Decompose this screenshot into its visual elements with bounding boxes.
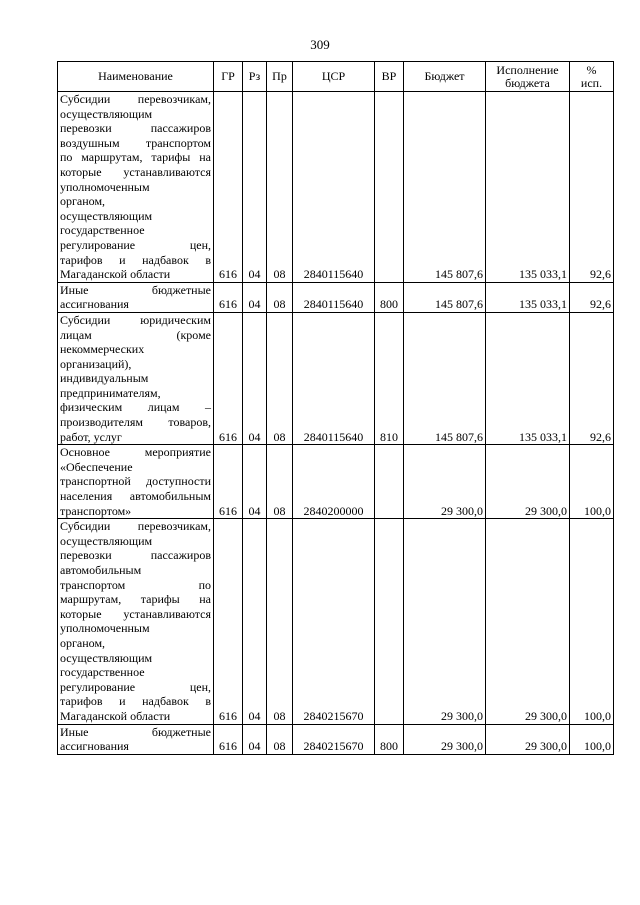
row-rz-cell: 04 [243, 312, 267, 444]
row-name-line: производителям товаров, [60, 415, 211, 430]
row-gr-cell: 616 [214, 312, 243, 444]
row-gr-cell: 616 [214, 445, 243, 519]
row-rz-cell: 04 [243, 445, 267, 519]
row-vr-cell [375, 445, 404, 519]
row-csr-cell: 2840215670 [293, 519, 375, 724]
row-name-line: осуществляющим [60, 106, 153, 121]
table-row [58, 282, 614, 312]
page-number: 309 [310, 37, 330, 52]
header-name: Наименование [58, 62, 214, 92]
row-name-line: Субсидии перевозчикам, [60, 92, 211, 106]
table-body [58, 92, 614, 755]
row-pr-cell: 08 [267, 92, 293, 283]
row-vr-cell [375, 92, 404, 283]
row-name-line: которые устанавливаются [60, 606, 211, 621]
row-name-line: осуществляющим [60, 650, 153, 665]
row-budget-cell: 29 300,0 [404, 724, 486, 754]
row-vr-cell: 810 [375, 312, 404, 444]
row-execution-cell: 29 300,0 [486, 519, 570, 724]
row-name-line: Субсидии перевозчикам, [60, 519, 211, 534]
row-name-line: транспортной доступности [60, 474, 211, 489]
header-execution: Исполнение бюджета [486, 62, 570, 92]
row-percent-cell: 100,0 [570, 724, 614, 754]
row-name-line: населения автомобильным [60, 489, 211, 504]
row-budget-cell: 29 300,0 [404, 445, 486, 519]
row-csr-cell: 2840115640 [293, 92, 375, 283]
row-name-line: уполномоченным [60, 179, 150, 194]
table-row [58, 724, 614, 754]
row-name-line: перевозки пассажиров [60, 548, 211, 563]
row-execution-cell: 29 300,0 [486, 724, 570, 754]
row-name-line: тарифов и надбавок в [60, 252, 211, 267]
row-name-line: Магаданской области [60, 267, 171, 282]
header-pr: Пр [267, 62, 293, 92]
table-header-row [58, 62, 614, 92]
row-name-line: ассигнования [60, 297, 129, 312]
row-name-cell [58, 312, 214, 444]
row-name-line: воздушным транспортом [60, 135, 211, 150]
row-pr-cell: 08 [267, 312, 293, 444]
row-budget-cell: 145 807,6 [404, 92, 486, 283]
row-percent-cell: 100,0 [570, 445, 614, 519]
row-name-line: органом, [60, 194, 106, 209]
row-gr-cell: 616 [214, 92, 243, 283]
row-name-line: Иные бюджетные [60, 282, 211, 297]
row-name-line: предпринимателям, [60, 385, 161, 400]
row-csr-cell: 2840200000 [293, 445, 375, 519]
row-name-line: уполномоченным [60, 621, 150, 636]
budget-table [57, 61, 614, 755]
row-vr-cell: 800 [375, 282, 404, 312]
header-budget: Бюджет [404, 62, 486, 92]
table-row [58, 445, 614, 519]
row-execution-cell: 135 033,1 [486, 282, 570, 312]
row-vr-cell: 800 [375, 724, 404, 754]
row-budget-cell: 145 807,6 [404, 312, 486, 444]
header-rz: Рз [243, 62, 267, 92]
row-percent-cell: 92,6 [570, 282, 614, 312]
row-rz-cell: 04 [243, 724, 267, 754]
header-csr: ЦСР [293, 62, 375, 92]
row-pr-cell: 08 [267, 282, 293, 312]
row-csr-cell: 2840115640 [293, 312, 375, 444]
header-vr: ВР [375, 62, 404, 92]
row-rz-cell: 04 [243, 92, 267, 283]
row-name-cell [58, 724, 214, 754]
row-name-cell [58, 92, 214, 283]
row-name-line: некоммерческих [60, 342, 145, 357]
row-vr-cell [375, 519, 404, 724]
row-percent-cell: 92,6 [570, 312, 614, 444]
header-gr: ГР [214, 62, 243, 92]
row-name-line: Иные бюджетные [60, 724, 211, 739]
table-row [58, 519, 614, 724]
row-name-line: организаций), [60, 356, 132, 371]
row-percent-cell: 100,0 [570, 519, 614, 724]
row-name-line: которые устанавливаются [60, 164, 211, 179]
row-name-cell [58, 519, 214, 724]
row-execution-cell: 135 033,1 [486, 312, 570, 444]
row-name-line: государственное [60, 223, 145, 238]
row-name-line: работ, услуг [60, 429, 122, 444]
header-percent-label: исп. [580, 75, 603, 90]
row-name-line: Субсидии юридическим [60, 312, 211, 327]
row-name-line: осуществляющим [60, 208, 153, 223]
row-name-line: государственное [60, 665, 145, 680]
row-name-line: маршрутам, тарифы на [60, 592, 211, 607]
row-name-line: Основное мероприятие [60, 445, 211, 460]
row-gr-cell: 616 [214, 282, 243, 312]
row-gr-cell: 616 [214, 724, 243, 754]
row-gr-cell: 616 [214, 519, 243, 724]
row-name-line: тарифов и надбавок в [60, 694, 211, 709]
table-row [58, 312, 614, 444]
header-percent-sign: % [586, 62, 597, 77]
row-name-line: ассигнования [60, 739, 129, 754]
row-pr-cell: 08 [267, 445, 293, 519]
row-name-line: автомобильным [60, 563, 142, 577]
row-name-line: транспортом по [60, 577, 211, 592]
row-budget-cell: 145 807,6 [404, 282, 486, 312]
row-name-line: перевозки пассажиров [60, 121, 211, 136]
row-name-line: транспортом» [60, 503, 132, 518]
table-row [58, 92, 614, 283]
row-name-line: осуществляющим [60, 533, 153, 548]
row-name-line: лицам (кроме [60, 327, 211, 342]
row-execution-cell: 135 033,1 [486, 92, 570, 283]
row-budget-cell: 29 300,0 [404, 519, 486, 724]
row-rz-cell: 04 [243, 519, 267, 724]
row-name-line: «Обеспечение [60, 459, 133, 474]
row-name-line: регулирование цен, [60, 679, 211, 694]
row-pr-cell: 08 [267, 724, 293, 754]
row-pr-cell: 08 [267, 519, 293, 724]
row-percent-cell: 92,6 [570, 92, 614, 283]
row-name-line: по маршрутам, тарифы на [60, 150, 211, 165]
row-name-line: индивидуальным [60, 371, 149, 386]
row-name-cell [58, 282, 214, 312]
row-name-line: органом, [60, 635, 106, 650]
row-name-line: регулирование цен, [60, 237, 211, 252]
row-name-line: физическим лицам – [60, 400, 211, 415]
row-execution-cell: 29 300,0 [486, 445, 570, 519]
row-name-cell [58, 445, 214, 519]
header-percent [570, 62, 614, 92]
row-rz-cell: 04 [243, 282, 267, 312]
row-csr-cell: 2840215670 [293, 724, 375, 754]
row-csr-cell: 2840115640 [293, 282, 375, 312]
row-name-line: Магаданской области [60, 708, 171, 723]
